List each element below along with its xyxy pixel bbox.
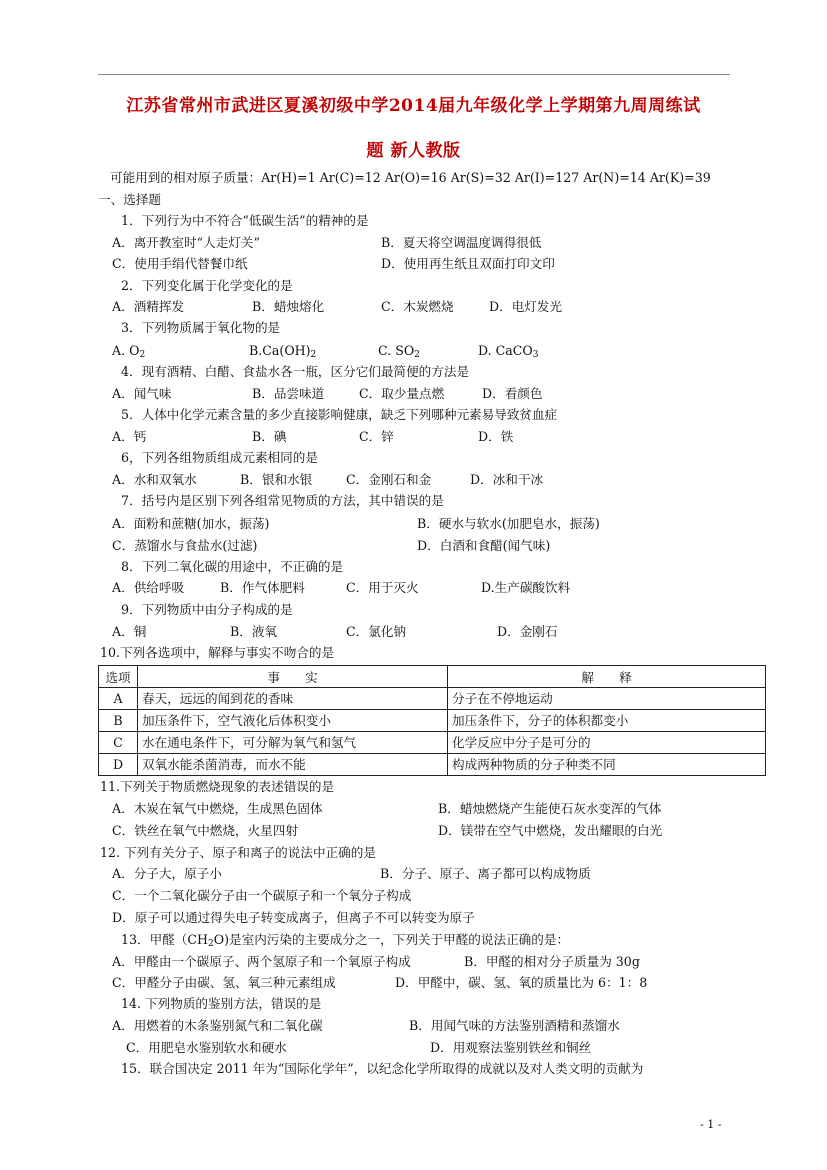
q4-option-b: B．品尝味道 — [252, 386, 325, 401]
q6-option-b: B．银和水银 — [240, 472, 313, 487]
q4-option-d: D．看颜色 — [482, 386, 543, 401]
page-number: - 1 - — [700, 1118, 722, 1131]
q11-option-d: D．镁带在空气中燃烧，发出耀眼的白光 — [438, 823, 663, 838]
q13-option-c: C．甲醛分子由碳、氢、氧三种元素组成 — [112, 975, 336, 990]
atomic-mass-note: 可能用到的相对原子质量：Ar(H)=1 Ar(C)=12 Ar(O)=16 Ar(S)=32 Ar(I)=127 Ar(N)=14 Ar(K)=39 — [110, 170, 711, 185]
q13-option-d: D．甲醛中，碳、氢、氧的质量比为 6：1：8 — [395, 975, 648, 990]
q7-option-c: C．蒸馏水与食盐水(过滤) — [112, 538, 258, 553]
table-cell-explanation: 化学反应中分子是可分的 — [448, 732, 766, 754]
q7-stem: 7．括号内是区别下列各组常见物质的方法，其中错误的是 — [121, 493, 444, 508]
q4-option-a: A．闻气味 — [112, 386, 172, 401]
q2-stem: 2．下列变化属于化学变化的是 — [121, 278, 293, 293]
q11-option-a: A．木炭在氧气中燃烧，生成黑色固体 — [112, 801, 323, 816]
q6-option-d: D．冰和干冰 — [470, 472, 544, 487]
table-row — [99, 688, 766, 710]
q1-option-c: C．使用手绢代替餐巾纸 — [112, 256, 248, 271]
q9-option-c: C．氯化钠 — [346, 624, 407, 639]
table-cell-fact: 加压条件下，空气液化后体积变小 — [138, 710, 448, 732]
doc-title-line2: 题 新人教版 — [366, 141, 461, 161]
q13-option-a: A．甲醛由一个碳原子、两个氢原子和一个氧原子构成 — [112, 954, 411, 969]
q12-option-d: D．原子可以通过得失电子转变成离子，但离子不可以转变为原子 — [112, 910, 475, 925]
doc-title-line1: 江苏省常州市武进区夏溪初级中学2014届九年级化学上学期第九周周练试 — [126, 96, 701, 116]
q3-option-d: D. CaCO$_3$ — [478, 343, 539, 360]
q9-option-b: B．液氧 — [230, 624, 278, 639]
q7-option-d: D．白酒和食醋(闻气味) — [417, 538, 551, 553]
table-row — [99, 710, 766, 732]
q14-option-b: B．用闻气味的方法鉴别酒精和蒸馏水 — [409, 1018, 620, 1033]
q12-option-a: A．分子大，原子小 — [112, 866, 222, 881]
q14-option-c: C．用肥皂水鉴别软水和硬水 — [126, 1040, 287, 1055]
q8-option-a: A．供给呼吸 — [112, 580, 185, 595]
q5-option-c: C．锌 — [359, 429, 394, 444]
q3-option-b: $B.Ca(OH)_2$ — [249, 343, 317, 360]
q8-option-c: C．用于灭火 — [346, 580, 419, 595]
table-cell-explanation: 加压条件下，分子的体积都变小 — [448, 710, 766, 732]
q10-table — [98, 665, 766, 776]
table-cell-fact: 水在通电条件下，可分解为氧气和氢气 — [138, 732, 448, 754]
q12-option-b: B．分子、原子、离子都可以构成物质 — [380, 866, 591, 881]
table-cell-option: C — [99, 732, 138, 754]
q13-stem: 13．甲醛$(CH_2O)$是室内污染的主要成分之一，下列关于甲醛的说法正确的是： — [121, 932, 570, 949]
table-cell-option: B — [99, 710, 138, 732]
q11-stem: 11.下列关于物质燃烧现象的表述错误的是 — [100, 779, 335, 794]
q8-stem: 8．下列二氧化碳的用途中，不正确的是 — [121, 559, 344, 574]
q3-option-a: A. $O_2$ — [112, 343, 146, 360]
q3-stem: 3．下列物质属于氧化物的是 — [121, 320, 281, 335]
q4-option-c: C．取少量点燃 — [359, 386, 445, 401]
table-header-fact: 事 实 — [138, 666, 448, 688]
q1-stem: 1．下列行为中不符合“低碳生活”的精神的是 — [121, 213, 369, 228]
header-rule — [98, 74, 730, 75]
q1-option-b: B．夏天将空调温度调得很低 — [381, 235, 542, 250]
q14-option-d: D．用观察法鉴别铁丝和铜丝 — [430, 1040, 592, 1055]
q8-option-b: B．作气体肥料 — [220, 580, 305, 595]
table-row — [99, 732, 766, 754]
q8-option-d: D.生产碳酸饮料 — [481, 580, 571, 595]
q4-stem: 4．现有酒精、白醋、食盐水各一瓶，区分它们最简便的方法是 — [121, 364, 470, 379]
q3-option-c: C. $SO_2$ — [378, 343, 420, 360]
q2-option-b: B．蜡烛熔化 — [252, 299, 325, 314]
q2-option-d: D．电灯发光 — [489, 299, 563, 314]
table-cell-fact: 春天，远远的闻到花的香味 — [138, 688, 448, 710]
table-cell-fact: 双氧水能杀菌消毒，而水不能 — [138, 754, 448, 776]
table-header-explanation: 解 释 — [448, 666, 766, 688]
q12-stem: 12. 下列有关分子、原子和离子的说法中正确的是 — [100, 845, 376, 860]
table-cell-explanation: 分子在不停地运动 — [448, 688, 766, 710]
q6-option-a: A．水和双氧水 — [112, 472, 197, 487]
q9-option-a: A．铜 — [112, 624, 147, 639]
table-cell-option: D — [99, 754, 138, 776]
q7-option-b: B．硬水与软水(加肥皂水，振荡) — [417, 516, 600, 531]
table-header-option: 选项 — [99, 666, 138, 688]
q6-option-c: C．金刚石和金 — [346, 472, 432, 487]
q15-stem: 15．联合国决定 2011 年为“国际化学年”，以纪念化学所取得的成就以及对人类文明的贡献为 — [121, 1061, 644, 1076]
q12-option-c: C．一个二氧化碳分子由一个碳原子和一个氧分子构成 — [112, 888, 412, 903]
q5-option-d: D．铁 — [478, 429, 514, 444]
table-row — [99, 754, 766, 776]
q5-stem: 5．人体中化学元素含量的多少直接影响健康，缺乏下列哪种元素易导致贫血症 — [121, 407, 558, 422]
q11-option-b: B．蜡烛燃烧产生能使石灰水变浑的气体 — [438, 801, 662, 816]
q10-stem: 10.下列各选项中，解释与事实不吻合的是 — [100, 645, 335, 660]
q14-option-a: A．用燃着的木条鉴别氮气和二氧化碳 — [112, 1018, 323, 1033]
q5-option-b: B．碘 — [252, 429, 287, 444]
q14-stem: 14. 下列物质的鉴别方法，错误的是 — [121, 996, 322, 1011]
q7-option-a: A．面粉和蔗糖(加水，振荡) — [112, 516, 270, 531]
q1-option-a: A．离开教室时“人走灯关” — [112, 235, 260, 250]
q2-option-c: C．木炭燃烧 — [381, 299, 454, 314]
section-heading: 一、选择题 — [98, 192, 161, 207]
q9-stem: 9．下列物质中由分子构成的是 — [121, 602, 293, 617]
q2-option-a: A．酒精挥发 — [112, 299, 185, 314]
table-header-row — [99, 666, 766, 688]
table-cell-option: A — [99, 688, 138, 710]
q11-option-c: C．铁丝在氧气中燃烧，火星四射 — [112, 823, 298, 838]
q6-stem: 6，下列各组物质组成元素相同的是 — [121, 450, 318, 465]
q5-option-a: A．钙 — [112, 429, 147, 444]
q13-option-b: B．甲醛的相对分子质量为 30g — [464, 954, 640, 969]
table-cell-explanation: 构成两种物质的分子种类不同 — [448, 754, 766, 776]
q1-option-d: D．使用再生纸且双面打印文印 — [381, 256, 555, 271]
q9-option-d: D．金刚石 — [497, 624, 558, 639]
